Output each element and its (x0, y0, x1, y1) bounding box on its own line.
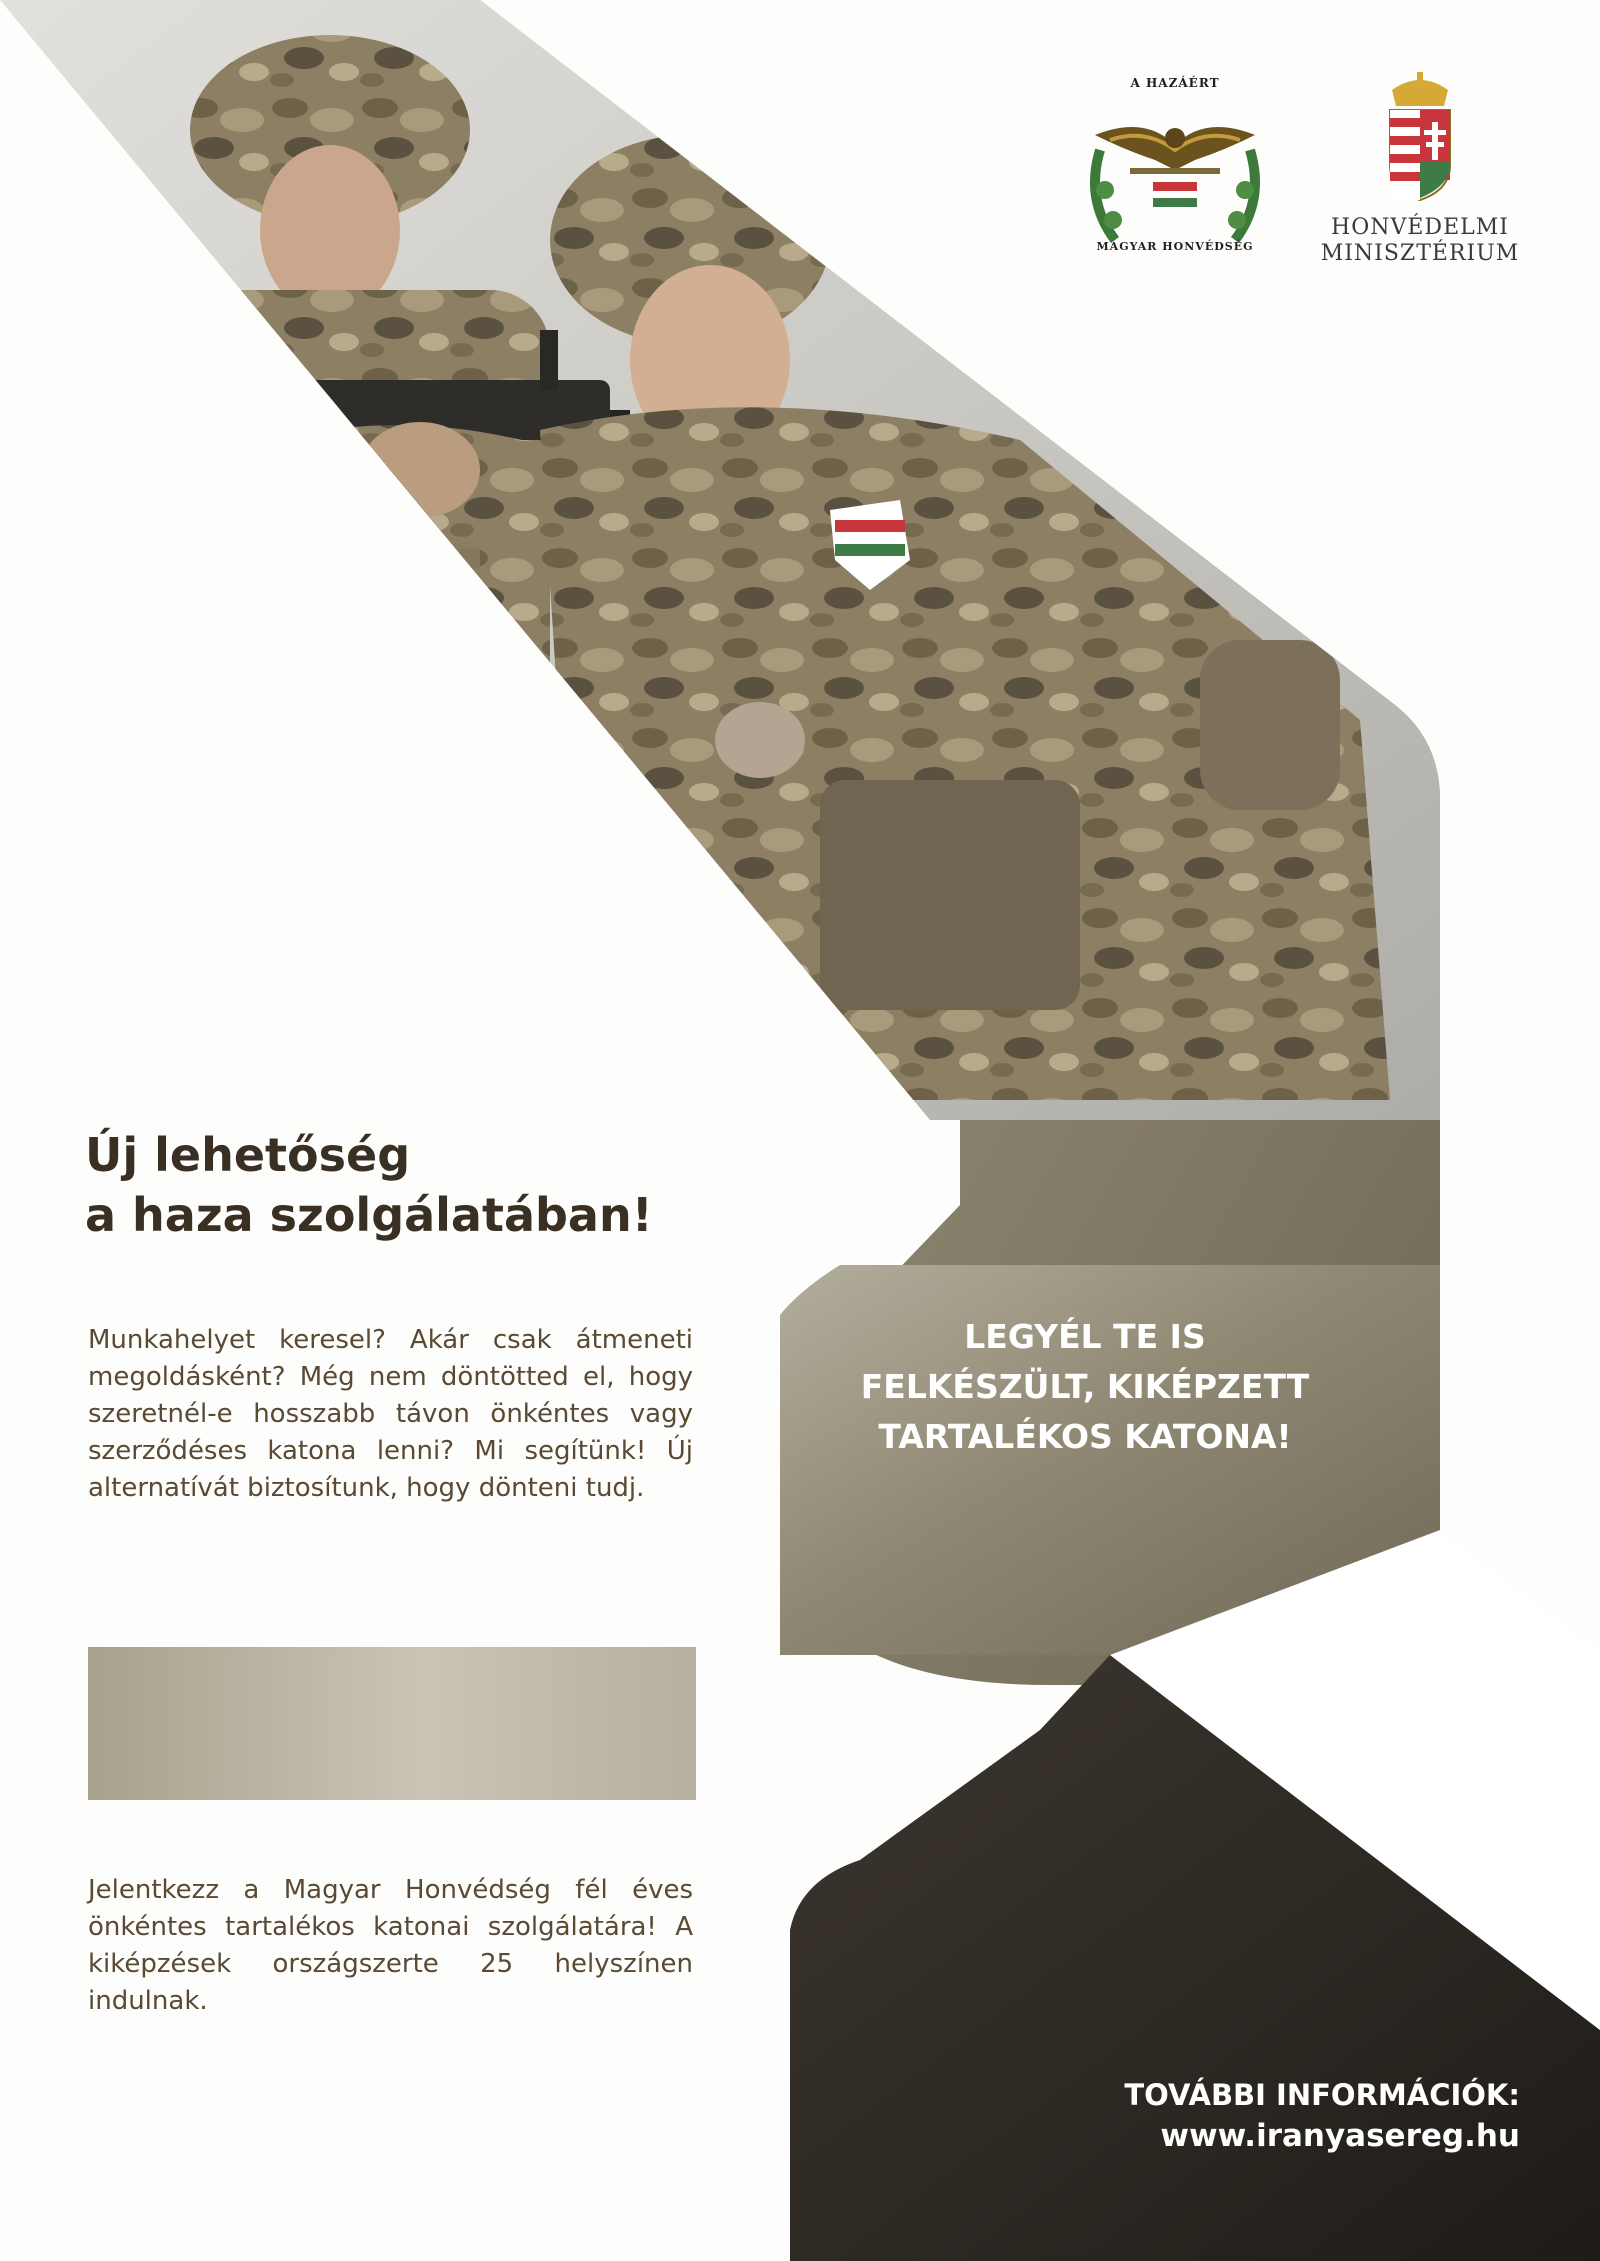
emblem-top-text: A HAZÁÉRT (1130, 76, 1220, 90)
page-title (85, 1125, 745, 1245)
magyar-honvedseg-logo (1075, 70, 1275, 280)
honvedelmi-miniszterium-logo (1320, 70, 1520, 270)
hungarian-coat-of-arms-icon (1320, 70, 1520, 205)
grey-banner-block (88, 1647, 696, 1800)
title-line-2: a haza szolgálatában! (85, 1188, 653, 1242)
more-info (1080, 2075, 1520, 2157)
more-info-label: TOVÁBBI INFORMÁCIÓK: (1124, 2078, 1520, 2112)
intro-paragraph: Munkahelyet keresel? Akár csak átmeneti megoldásként? Még nem döntötted el, hogy szeretnél-e hosszabb távon önkéntes vagy szerződéses katona lenni? Mi segítünk! Új alternatívát biztosítunk, hogy dönteni tudj. (88, 1325, 693, 1503)
emblem-bottom-text: MAGYAR HONVÉDSÉG (1096, 240, 1254, 253)
slogan (770, 1312, 1400, 1462)
ministry-name: HONVÉDELMI MINISZTÉRIUM (1320, 215, 1520, 266)
apply-paragraph: Jelentkezz a Magyar Honvédség fél éves önkéntes tartalékos katonai szolgálatára! A kiképzések országszerte 25 helyszínen indulnak. (88, 1875, 693, 2016)
title-line-1: Új lehetőség (85, 1128, 411, 1182)
website-link[interactable]: www.iranyasereg.hu (1160, 2118, 1520, 2154)
slogan-line-3: TARTALÉKOS KATONA! (878, 1417, 1292, 1456)
slogan-line-2: FELKÉSZÜLT, KIKÉPZETT (860, 1367, 1310, 1406)
slogan-line-1: LEGYÉL TE IS (964, 1317, 1206, 1356)
eagle-emblem-icon (1075, 90, 1275, 260)
